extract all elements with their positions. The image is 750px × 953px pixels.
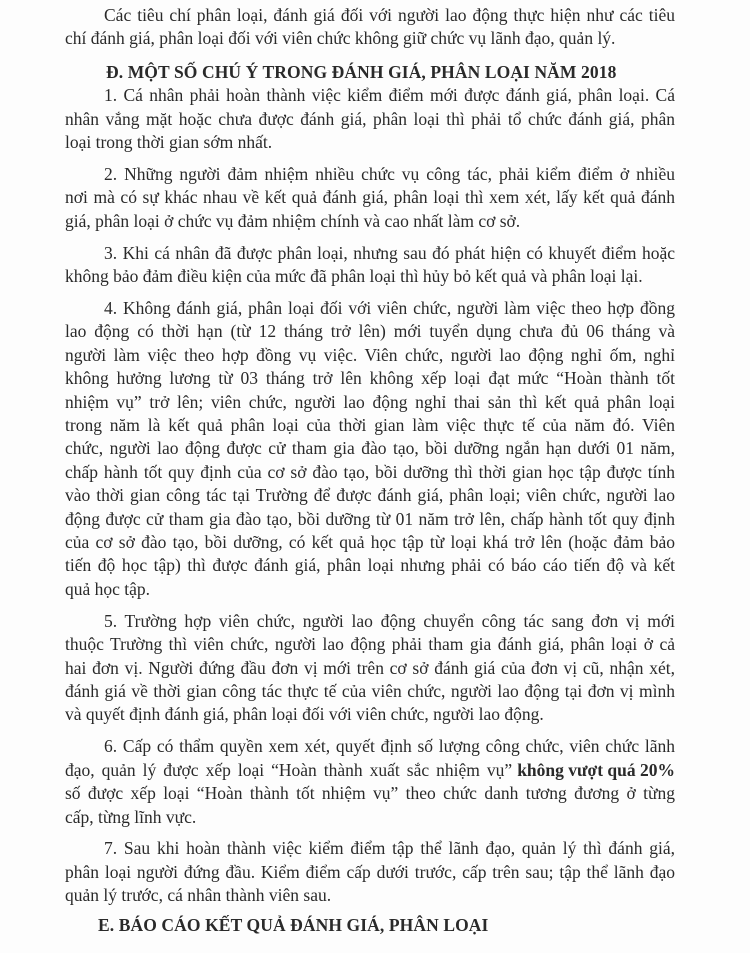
item-paragraph-1 xyxy=(65,84,675,154)
text-line: thuộc Trường thì viên chức, người lao động phải tham gia đánh giá, phân loại ở cả xyxy=(65,634,675,655)
text-line: tiến độ học tập) thì được đánh giá, phân loại nhưng phải có báo cáo tiến độ và kết xyxy=(65,555,675,576)
text-segment: đạo, quản lý được xếp loại “Hoàn thành xuất sắc nhiệm vụ” xyxy=(65,759,513,780)
text-line: 3. Khi cá nhân đã được phân loại, nhưng sau đó phát hiện có khuyết điểm hoặc xyxy=(104,242,675,263)
item-paragraph-4 xyxy=(65,297,675,601)
text-line: nhân vắng mặt hoặc chưa được đánh giá, phân loại thì phải tổ chức đánh giá, phân xyxy=(65,108,675,129)
text-line: lao động có thời hạn (từ 12 tháng trở lên) mới tuyển dụng chưa đủ 06 tháng và xyxy=(65,321,675,342)
text-line xyxy=(65,759,675,782)
text-line: cấp, từng lĩnh vực. xyxy=(65,806,197,827)
item-paragraph-3 xyxy=(65,242,675,289)
text-line: 5. Trường hợp viên chức, người lao động chuyển công tác sang đơn vị mới xyxy=(104,610,675,631)
text-line: Các tiêu chí phân loại, đánh giá đối với người lao động thực hiện như các tiêu xyxy=(104,5,675,25)
text-line: không bảo đảm điều kiện của mức đã phân loại thì hủy bỏ kết quả và phân loại lại. xyxy=(65,266,643,287)
text-line: nơi mà có sự khác nhau về kết quả đánh giá, phân loại thì xem xét, lấy kết quả đánh xyxy=(65,187,675,208)
text-line: vào thời gian công tác tại Trường để được đánh giá, phân loại; viên chức, người lao xyxy=(65,485,675,506)
item-paragraph-6 xyxy=(65,735,675,829)
text-line: chức, người lao động được cử tham gia đào tạo, bồi dưỡng ngắn hạn dưới 01 năm, xyxy=(65,438,675,459)
text-line: động được cử tham gia đào tạo, bồi dưỡng từ 01 năm trở lên, chấp hành tốt quy định xyxy=(65,508,675,529)
text-line: của cơ sở đào tạo, bồi dưỡng, có kết quả học tập từ loại khá trở lên (hoặc đảm bảo xyxy=(65,532,675,553)
text-line: số được xếp loại “Hoàn thành tốt nhiệm vụ” theo chức danh tương đương ở từng xyxy=(65,783,675,804)
text-line: phân loại người đứng đầu. Kiểm điểm cấp dưới trước, cấp trên sau; tập thể lãnh đạo xyxy=(65,861,675,882)
text-line: hai đơn vị. Người đứng đầu đơn vị mới trên cơ sở đánh giá của đơn vị cũ, nhận xét, xyxy=(65,657,675,678)
text-line: người làm việc theo hợp đồng vụ việc. Viên chức, người lao động nghỉ ốm, nghỉ xyxy=(65,344,675,365)
text-line: loại trong thời gian sớm nhất. xyxy=(65,132,273,153)
item-paragraph-7 xyxy=(65,837,675,907)
section-e-heading: E. BÁO CÁO KẾT QUẢ ĐÁNH GIÁ, PHÂN LOẠI xyxy=(98,914,489,935)
text-line: trong năm là kết quả phân loại của thời gian làm việc thực tế của năm đó. Viên xyxy=(65,415,675,435)
text-line: đánh giá về thời gian công tác thực tế của viên chức, người lao động tại đơn vị mình xyxy=(65,680,675,701)
text-line: không hưởng lương từ 03 tháng trở lên không xếp loại đạt mức “Hoàn thành tốt xyxy=(65,368,675,389)
item-paragraph-2 xyxy=(65,163,675,233)
document-page xyxy=(65,4,675,937)
item-paragraph-5 xyxy=(65,610,675,727)
text-line: và quyết định đánh giá, phân loại đối với viên chức, người lao động. xyxy=(65,704,544,725)
text-line: 1. Cá nhân phải hoàn thành việc kiểm điểm mới được đánh giá, phân loại. Cá xyxy=(104,85,675,106)
text-line: giá, phân loại ở chức vụ đảm nhiệm chính và cao nhất làm cơ sở. xyxy=(65,210,521,231)
text-line: chí đánh giá, phân loại đối với viên chức không giữ chức vụ lãnh đạo, quản lý. xyxy=(65,28,616,49)
text-line: chấp hành tốt quy định của cơ sở đào tạo, bồi dưỡng thì thời gian học tập được tính xyxy=(65,461,675,482)
text-line: 7. Sau khi hoàn thành việc kiểm điểm tập thể lãnh đạo, quản lý thì đánh giá, xyxy=(104,838,675,859)
intro-paragraph xyxy=(65,4,675,51)
bold-emphasis: không vượt quá 20% xyxy=(517,759,675,780)
text-line: quản lý trước, cá nhân thành viên sau. xyxy=(65,885,332,906)
section-d-heading: Đ. MỘT SỐ CHÚ Ý TRONG ĐÁNH GIÁ, PHÂN LOẠI NĂM 2018 xyxy=(106,61,617,82)
text-line: 4. Không đánh giá, phân loại đối với viên chức, người làm việc theo hợp đồng xyxy=(104,297,675,318)
text-line: nhiệm vụ” trở lên; viên chức, người lao động nghỉ thai sản thì kết quả phân loại xyxy=(65,391,675,412)
text-line: quả học tập. xyxy=(65,578,151,599)
text-line: 2. Những người đảm nhiệm nhiều chức vụ công tác, phải kiểm điểm ở nhiều xyxy=(104,163,675,184)
text-line: 6. Cấp có thẩm quyền xem xét, quyết định số lượng công chức, viên chức lãnh xyxy=(104,736,675,757)
numbered-items xyxy=(65,84,675,907)
